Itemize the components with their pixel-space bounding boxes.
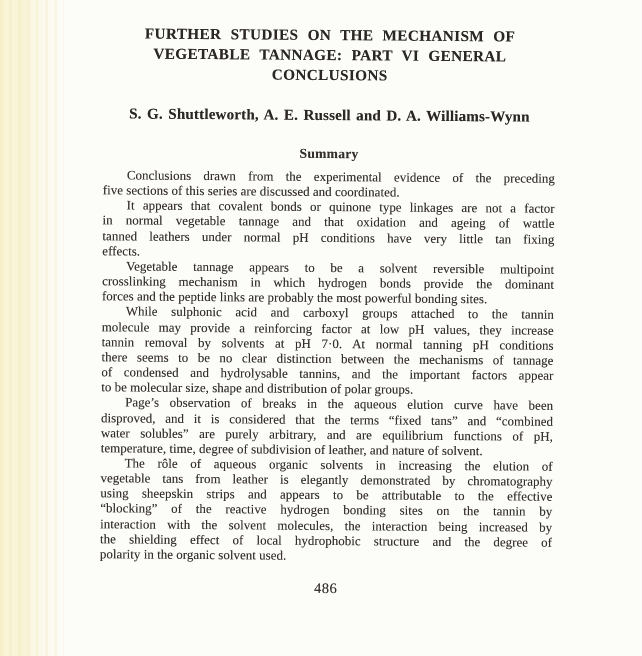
authors-line: S. G. Shuttleworth, A. E. Russell and D. A. Williams-Wynn: [129, 106, 530, 126]
paragraph: [100, 456, 553, 566]
text-line: water solubles” are purely arbitrary, and are equilibrium functions of pH,: [100, 425, 553, 444]
title-line: FURTHER STUDIES ON THE MECHANISM OF: [144, 25, 516, 46]
text-line: using sheepskin strips and appears to be attributable to the effective: [100, 486, 553, 505]
text-line: in normal vegetable tannage and that oxidation and ageing of wattle: [102, 213, 555, 232]
text-line: there seems to be no clear distinction between the mechanisms of tannage: [101, 350, 554, 368]
page-title: [104, 24, 556, 88]
text-line: While sulphonic acid and carboxyl groups attached to the tannin: [125, 304, 554, 323]
text-line: to be molecular size, shape and distribution of polar groups.: [101, 380, 414, 397]
paragraph: [101, 305, 554, 399]
text-line: temperature, time, degree of subdivision of leather, and nature of solvent.: [100, 441, 483, 459]
text-line: of condensed and hydrolysable tannins, and the important factors appear: [101, 365, 554, 383]
text-line: the shielding effect of local hydrophobic structure and the degree of: [100, 531, 553, 550]
text-line: tannin removal by solvents at pH 7·0. At normal tanning pH conditions: [101, 334, 554, 353]
text-line: It appears that covalent bonds or quinone type linkages are not a factor: [126, 198, 555, 217]
paragraph: [101, 396, 553, 460]
text-line: tanned leathers under normal pH conditions have very little tan fixing: [102, 228, 555, 247]
text-line: The rôle of aqueous organic solvents in increasing the elution of: [124, 456, 553, 474]
page-content: [100, 0, 557, 600]
text-line: Conclusions drawn from the experimental evidence of the preceding: [126, 168, 555, 186]
text-line: “blocking” of the reactive hydrogen bonding sites on the tannin by: [100, 501, 553, 520]
text-line: effects.: [102, 243, 141, 259]
page-edge-shadow: [0, 0, 64, 656]
text-line: crosslinking mechanism in which hydrogen bonds provide the dominant: [102, 274, 555, 292]
text-line: five sections of this series are discussed and coordinated.: [102, 183, 400, 200]
text-line: interaction with the solvent molecules, the interaction being increased by: [100, 516, 553, 535]
text-line: vegetable tans from leather is elegantly demonstrated by chromatography: [100, 471, 553, 489]
text-line: molecule may provide a reinforcing factor at low pH values, they increase: [101, 319, 554, 338]
title-line: CONCLUSIONS: [271, 66, 388, 85]
text-line: Page’s observation of breaks in the aqueous elution curve have been: [125, 395, 554, 414]
paragraph: [102, 199, 554, 263]
text-line: disproved, and it is considered that the terms “fixed tans” and “combined: [100, 410, 554, 429]
text-line: Vegetable tannage appears to be a solvent reversible multipoint: [126, 259, 555, 277]
title-line: VEGETABLE TANNAGE: PART VI GENERAL: [153, 45, 507, 66]
section-heading-summary: Summary: [299, 145, 359, 162]
body-paragraphs: [100, 168, 555, 566]
text-line: forces and the peptide links are probably the most powerful bonding sites.: [101, 289, 488, 307]
text-line: polarity in the organic solvent used.: [99, 547, 287, 563]
page-number: 486: [314, 580, 338, 598]
paragraph: [103, 168, 555, 202]
paragraph: [102, 259, 554, 308]
